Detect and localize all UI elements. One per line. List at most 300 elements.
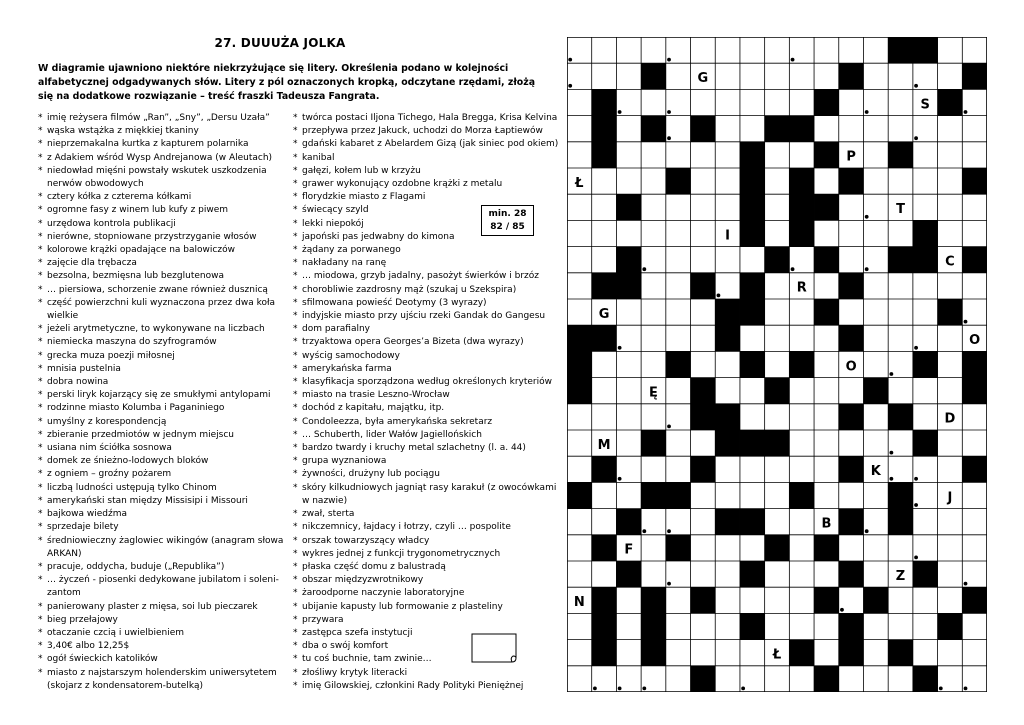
- black-cell: [691, 587, 716, 613]
- clue-text: * grupa wyznaniowa: [302, 456, 387, 467]
- clue-text: * płaska część domu z balustradą: [302, 561, 446, 572]
- black-cell: [938, 613, 963, 639]
- clue-item: [38, 561, 288, 574]
- black-cell: [641, 116, 666, 142]
- clue-item: [293, 257, 558, 270]
- clue-text: * ubijanie kapusty lub formowanie z plasteliny: [302, 601, 503, 612]
- black-cell: [913, 666, 938, 692]
- black-cell: [888, 142, 913, 168]
- marked-cell-dot: [791, 267, 795, 271]
- clue-item: [38, 231, 288, 244]
- black-cell: [666, 535, 691, 561]
- black-cell: [938, 299, 963, 325]
- clue-item: [293, 508, 558, 521]
- clue-item: [293, 125, 558, 138]
- clue-item: [38, 574, 288, 600]
- marked-cell-dot: [914, 346, 918, 350]
- clue-item: [293, 336, 558, 349]
- clue-text: * panierowany plaster z mięsa, soi lub pieczarek: [47, 601, 258, 612]
- clue-text: * kolorowe krążki opadające na balowiczów: [47, 245, 235, 256]
- black-cell: [962, 587, 987, 613]
- clue-item: [38, 653, 288, 666]
- black-cell: [888, 404, 913, 430]
- clue-text: * orszak towarzyszący władcy: [302, 535, 430, 546]
- marked-cell-dot: [642, 267, 646, 271]
- black-cell: [567, 482, 592, 508]
- clue-text: * … miodowa, grzyb jadalny, pasożyt świerków i brzóz: [302, 271, 539, 282]
- black-cell: [641, 482, 666, 508]
- black-cell: [863, 587, 888, 613]
- black-cell: [567, 325, 592, 351]
- black-cell: [789, 640, 814, 666]
- black-cell: [592, 325, 617, 351]
- clue-item: [38, 521, 288, 534]
- black-cell: [814, 299, 839, 325]
- marked-cell-dot: [914, 84, 918, 88]
- marked-cell-dot: [642, 687, 646, 691]
- black-cell: [888, 482, 913, 508]
- marked-cell-dot: [889, 451, 893, 455]
- clue-item: [38, 218, 288, 231]
- marked-cell-dot: [618, 110, 622, 114]
- clue-item: [38, 297, 288, 323]
- clue-text: (skojarz z kondensatorem-butelką): [47, 680, 204, 691]
- marked-cell-dot: [667, 529, 671, 533]
- black-cell: [691, 404, 716, 430]
- black-cell: [888, 37, 913, 63]
- clue-text: * wąska wstążka z miękkiej tkaniny: [47, 126, 199, 137]
- clue-text: * zajęcie dla trębacza: [47, 258, 137, 269]
- black-cell: [863, 378, 888, 404]
- clue-text: ARKAN): [47, 548, 82, 559]
- clue-item: [38, 468, 288, 481]
- clue-item: [293, 667, 558, 680]
- clue-text: * trzyaktowa opera Georges’a Bizeta (dwa wyrazy): [302, 337, 524, 348]
- marked-cell-dot: [914, 136, 918, 140]
- black-cell: [616, 194, 641, 220]
- clue-text: * nakładany na ranę: [302, 258, 387, 269]
- clue-text: * wykres jednej z funkcji trygonometrycznych: [302, 548, 501, 559]
- clue-text: * cztery kółka z czterema kółkami: [47, 192, 192, 203]
- black-cell: [715, 430, 740, 456]
- black-cell: [814, 666, 839, 692]
- answer-scroll-icon: [468, 631, 520, 665]
- black-cell: [962, 378, 987, 404]
- clue-item: [38, 640, 288, 653]
- black-cell: [913, 351, 938, 377]
- clue-text: * tu coś buchnie, tam zwinie…: [302, 654, 432, 665]
- clue-item: [38, 125, 288, 138]
- marked-cell-dot: [618, 346, 622, 350]
- revealed-letter: D: [944, 411, 956, 427]
- black-cell: [740, 430, 765, 456]
- clue-text: * żaroodporne naczynie laboratoryjne: [302, 588, 465, 599]
- marked-cell-dot: [593, 687, 597, 691]
- clue-item: [293, 297, 558, 310]
- clue-item: [38, 270, 288, 283]
- clue-item: [293, 165, 558, 178]
- marked-cell-dot: [865, 529, 869, 533]
- clue-item: [38, 152, 288, 165]
- clue-item: [293, 521, 558, 534]
- clue-text: * dochód z kapitału, majątku, itp.: [302, 403, 445, 414]
- marked-cell-dot: [667, 425, 671, 429]
- clue-text: * nierówne, stopniowane przystrzyganie włosów: [47, 231, 257, 242]
- clue-text: * indyjskie miasto przy ujściu rzeki Gandak do Gangesu: [302, 311, 546, 322]
- clue-item: [38, 191, 288, 204]
- black-cell: [913, 37, 938, 63]
- clue-text: * obszar międzyzwrotnikowy: [302, 575, 424, 586]
- black-cell: [666, 482, 691, 508]
- black-cell: [740, 142, 765, 168]
- black-cell: [740, 351, 765, 377]
- clue-item: [293, 138, 558, 151]
- clue-text: * dom parafialny: [302, 324, 371, 335]
- clue-text: * japoński pas jedwabny do kimona: [302, 231, 455, 242]
- black-cell: [715, 299, 740, 325]
- marked-cell-dot: [865, 267, 869, 271]
- black-cell: [765, 247, 790, 273]
- clue-text: * część powierzchni kuli wyznaczona przez dwa koła: [47, 297, 276, 308]
- black-cell: [592, 535, 617, 561]
- marked-cell-dot: [667, 110, 671, 114]
- marked-cell-dot: [568, 84, 572, 88]
- clue-text: * zbieranie przedmiotów w jednym miejscu: [47, 429, 234, 440]
- clue-text: * przywara: [302, 614, 344, 625]
- revealed-letter: O: [969, 333, 981, 349]
- clue-item: [293, 442, 558, 455]
- clue-item: [38, 323, 288, 336]
- clue-text: * zastępca szefa instytucji: [302, 627, 413, 638]
- black-cell: [913, 220, 938, 246]
- marked-cell-dot: [914, 451, 918, 455]
- black-cell: [888, 509, 913, 535]
- marked-cell-dot: [889, 372, 893, 376]
- clue-item: [38, 389, 288, 402]
- clue-item: [293, 468, 558, 481]
- black-cell: [740, 561, 765, 587]
- clue-text: * świecący szyld: [302, 205, 369, 216]
- clue-text: * gałęzi, kołem lub w krzyżu: [302, 165, 421, 176]
- clue-item: [293, 270, 558, 283]
- clue-item: [38, 667, 288, 693]
- word-count-label: 82 / 85: [490, 222, 525, 232]
- clue-item: [293, 350, 558, 363]
- clue-item: [38, 495, 288, 508]
- clue-item: [38, 601, 288, 614]
- clue-text: * Condoleezza, była amerykańska sekretarz: [302, 416, 493, 427]
- clue-text: * mnisia pustelnia: [47, 363, 121, 374]
- revealed-letter: P: [846, 149, 856, 165]
- clue-text: * lekki niepokój: [302, 218, 364, 229]
- clue-item: [293, 389, 558, 402]
- revealed-letter: Ł: [575, 175, 584, 191]
- clue-item: [38, 535, 288, 561]
- clue-text: * ogromne fasy z winem lub kufy z piwem: [47, 205, 229, 216]
- marked-cell-dot: [717, 294, 721, 298]
- revealed-letter: Ł: [772, 647, 782, 663]
- revealed-letter: K: [870, 464, 881, 480]
- clue-item: [293, 535, 558, 548]
- marked-cell-dot: [840, 660, 844, 664]
- revealed-letter: Ę: [649, 385, 658, 401]
- clue-text: * umyślny z korespondencją: [47, 416, 167, 427]
- clue-text: * ogół świeckich katolików: [47, 654, 158, 665]
- revealed-letter: I: [725, 228, 731, 244]
- clue-text: * skóry kilkudniowych jagniąt rasy karakuł (z owocówkami: [302, 482, 557, 493]
- black-cell: [567, 351, 592, 377]
- clues-right-column: [293, 112, 558, 693]
- clue-text: * twórca postaci Iljona Tichego, Hala Bregga, Krisa Kelvina: [302, 113, 558, 123]
- marked-cell-dot: [914, 556, 918, 560]
- clue-text: * zwał, sterta: [302, 509, 355, 520]
- difficulty-box: [481, 205, 534, 236]
- clue-item: [293, 402, 558, 415]
- marked-cell-dot: [791, 58, 795, 62]
- marked-cell-dot: [568, 58, 572, 62]
- clue-text: * bezsolna, bezmięsna lub bezglutenowa: [47, 271, 224, 282]
- revealed-letter: R: [796, 280, 807, 296]
- revealed-letter: Z: [895, 568, 906, 584]
- clue-text: w nazwie): [302, 495, 348, 506]
- clue-item: [38, 508, 288, 521]
- clue-item: [293, 587, 558, 600]
- black-cell: [641, 613, 666, 639]
- clue-item: [293, 548, 558, 561]
- clue-text: * miasto na trasie Leszno-Wrocław: [302, 390, 450, 401]
- clue-text: * usiana nim ściółka sosnowa: [47, 443, 172, 454]
- puzzle-instructions: W diagramie ujawniono niektóre niekrzyżujące się litery. Określenia podano w kolejności alfabetycznej odgadywanych słów. Litery z pól oznaczonych kropką, odczytane rzędami, złożą się na dodatkowe rozwiązanie – treść fraszki Tadeusza Fangrata.: [38, 63, 536, 102]
- clue-text: * amerykańska farma: [302, 363, 392, 374]
- black-cell: [814, 587, 839, 613]
- clue-text: * sfilmowana powieść Deotymy (3 wyrazy): [302, 297, 487, 308]
- black-cell: [691, 456, 716, 482]
- clue-item: [293, 376, 558, 389]
- clue-item: [293, 561, 558, 574]
- revealed-letter: F: [624, 542, 634, 558]
- revealed-letter: C: [945, 254, 955, 270]
- clue-item: [38, 112, 288, 125]
- clue-item: [293, 178, 558, 191]
- marked-cell-dot: [741, 215, 745, 219]
- clues-left-column: [38, 112, 288, 693]
- crossword-grid[interactable]: [567, 37, 987, 692]
- black-cell: [691, 116, 716, 142]
- black-cell: [839, 63, 864, 89]
- marked-cell-dot: [964, 110, 968, 114]
- clue-item: [38, 244, 288, 257]
- clue-text: * grawer wykonujący ozdobne krążki z metalu: [302, 179, 503, 190]
- black-cell: [839, 456, 864, 482]
- clue-item: [293, 310, 558, 323]
- clue-text: * urzędowa kontrola publikacji: [47, 218, 176, 229]
- marked-cell-dot: [840, 608, 844, 612]
- black-cell: [740, 273, 765, 299]
- black-cell: [592, 273, 617, 299]
- puzzle-title: 27. DUUUŻA JOLKA: [214, 36, 346, 50]
- black-cell: [592, 89, 617, 115]
- black-cell: [616, 561, 641, 587]
- clue-item: [293, 680, 558, 693]
- black-cell: [592, 587, 617, 613]
- clue-item: [38, 138, 288, 151]
- clue-text: * bieg przełajowy: [47, 614, 118, 625]
- black-cell: [962, 168, 987, 194]
- clue-text: * chorobliwie zazdrosny mąż (szukaj u Szekspira): [302, 284, 517, 295]
- black-cell: [814, 247, 839, 273]
- clue-text: * sprzedaje bilety: [47, 522, 119, 533]
- clue-text: * z ogniem – groźny pożarem: [47, 469, 172, 480]
- clue-item: [293, 284, 558, 297]
- clue-item: [38, 363, 288, 376]
- revealed-letter: M: [597, 437, 611, 453]
- clue-item: [293, 416, 558, 429]
- black-cell: [740, 299, 765, 325]
- revealed-letter: N: [573, 595, 585, 611]
- clue-text: wielkie: [47, 311, 79, 322]
- marked-cell-dot: [618, 687, 622, 691]
- clue-text: * … piersiowa, schorzenie zwane również dusznicą: [47, 284, 268, 295]
- clue-text: * imię Gilowskiej, członkini Rady Polityki Pieniężnej: [302, 680, 524, 691]
- black-cell: [913, 247, 938, 273]
- clue-text: * otaczanie czcią i uwielbieniem: [47, 627, 185, 638]
- clue-item: [38, 165, 288, 191]
- black-cell: [740, 509, 765, 535]
- clue-item: [293, 614, 558, 627]
- black-cell: [641, 640, 666, 666]
- clue-text: * … życzeń - piosenki dedykowane jubilatom i soleni-: [47, 575, 279, 586]
- black-cell: [814, 535, 839, 561]
- revealed-letter: O: [845, 359, 857, 375]
- clue-item: [293, 429, 558, 442]
- clue-item: [293, 455, 558, 468]
- black-cell: [789, 220, 814, 246]
- clue-text: * z Adakiem wśród Wysp Andrejanowa (w Aleutach): [47, 152, 273, 163]
- min-time-label: min. 28: [488, 209, 527, 219]
- black-cell: [715, 404, 740, 430]
- clue-text: * domek ze śnieżno-lodowych bloków: [47, 456, 209, 467]
- black-cell: [839, 404, 864, 430]
- clue-text: * liczbą ludności ustępują tylko Chinom: [47, 482, 217, 493]
- black-cell: [740, 220, 765, 246]
- clue-text: * florydzkie miasto z Flagami: [302, 192, 426, 203]
- marked-cell-dot: [642, 451, 646, 455]
- black-cell: [962, 247, 987, 273]
- black-cell: [691, 378, 716, 404]
- clue-text: nerwów obwodowych: [47, 179, 144, 190]
- clue-item: [293, 191, 558, 204]
- black-cell: [962, 456, 987, 482]
- marked-cell-dot: [568, 398, 572, 402]
- clue-text: * imię reżysera filmów „Ran”, „Sny”, „Dersu Uzała”: [47, 113, 270, 123]
- black-cell: [641, 63, 666, 89]
- black-cell: [765, 116, 790, 142]
- black-cell: [839, 168, 864, 194]
- clue-text: zantom: [47, 588, 81, 599]
- clue-text: * miasto z najstarszym holenderskim uniwersytetem: [47, 667, 277, 678]
- clue-text: * przepływa przez Jakuck, uchodzi do Morza Łaptiewów: [302, 126, 543, 137]
- clue-item: [293, 601, 558, 614]
- revealed-letter: T: [896, 202, 905, 218]
- marked-cell-dot: [815, 163, 819, 167]
- black-cell: [616, 509, 641, 535]
- black-cell: [913, 561, 938, 587]
- clue-text: * 3,40€ albo 12,25$: [47, 641, 130, 652]
- marked-cell-dot: [741, 687, 745, 691]
- black-cell: [592, 640, 617, 666]
- black-cell: [641, 587, 666, 613]
- black-cell: [839, 561, 864, 587]
- clue-item: [293, 574, 558, 587]
- black-cell: [740, 168, 765, 194]
- black-cell: [691, 273, 716, 299]
- clue-item: [293, 482, 558, 508]
- black-cell: [715, 325, 740, 351]
- black-cell: [888, 247, 913, 273]
- black-cell: [789, 168, 814, 194]
- black-cell: [839, 325, 864, 351]
- clue-text: * … Schuberth, lider Wałów Jagiellońskich: [302, 429, 482, 440]
- marked-cell-dot: [642, 529, 646, 533]
- clue-item: [293, 323, 558, 336]
- clue-text: * bardzo twardy i kruchy metal szlachetny (l. a. 44): [302, 443, 526, 454]
- clue-text: * amerykański stan między Missisipi i Missouri: [47, 495, 248, 506]
- clue-item: [38, 614, 288, 627]
- clue-text: * dba o swój komfort: [302, 641, 389, 652]
- clue-text: * gdański kabaret z Abelardem Gizą (jak siniec pod okiem): [302, 139, 559, 150]
- black-cell: [789, 482, 814, 508]
- black-cell: [740, 613, 765, 639]
- clue-item: [38, 376, 288, 389]
- black-cell: [789, 351, 814, 377]
- black-cell: [666, 168, 691, 194]
- clue-text: * niedowład mięśni powstały wskutek uszkodzenia: [47, 165, 267, 176]
- black-cell: [839, 273, 864, 299]
- marked-cell-dot: [865, 215, 869, 219]
- marked-cell-dot: [964, 320, 968, 324]
- clue-item: [38, 284, 288, 297]
- clue-text: * grecka muza poezji miłosnej: [47, 350, 175, 361]
- clue-item: [38, 336, 288, 349]
- clue-text: * nieprzemakalna kurtka z kapturem polarnika: [47, 139, 249, 150]
- clue-text: * złośliwy krytyk literacki: [302, 667, 408, 678]
- clue-text: * jeżeli arytmetyczne, to wykonywane na liczbach: [47, 324, 265, 335]
- clue-text: * żywności, drużyny lub pociągu: [302, 469, 440, 480]
- marked-cell-dot: [840, 634, 844, 638]
- clue-item: [38, 455, 288, 468]
- clue-text: * żądany za porwanego: [302, 245, 401, 256]
- clue-item: [38, 402, 288, 415]
- clue-item: [38, 257, 288, 270]
- black-cell: [938, 89, 963, 115]
- black-cell: [592, 142, 617, 168]
- marked-cell-dot: [667, 372, 671, 376]
- revealed-letter: J: [947, 490, 953, 506]
- revealed-letter: G: [598, 306, 610, 322]
- clue-text: * pracuje, oddycha, buduje („Republika”): [47, 561, 225, 572]
- marked-cell-dot: [791, 215, 795, 219]
- clue-text: * klasyfikacja sporządzona według określonych kryteriów: [302, 377, 552, 388]
- marked-cell-dot: [667, 136, 671, 140]
- clue-item: [38, 204, 288, 217]
- black-cell: [592, 116, 617, 142]
- marked-cell-dot: [667, 58, 671, 62]
- black-cell: [962, 351, 987, 377]
- black-cell: [592, 456, 617, 482]
- black-cell: [715, 509, 740, 535]
- marked-cell-dot: [964, 687, 968, 691]
- marked-cell-dot: [914, 477, 918, 481]
